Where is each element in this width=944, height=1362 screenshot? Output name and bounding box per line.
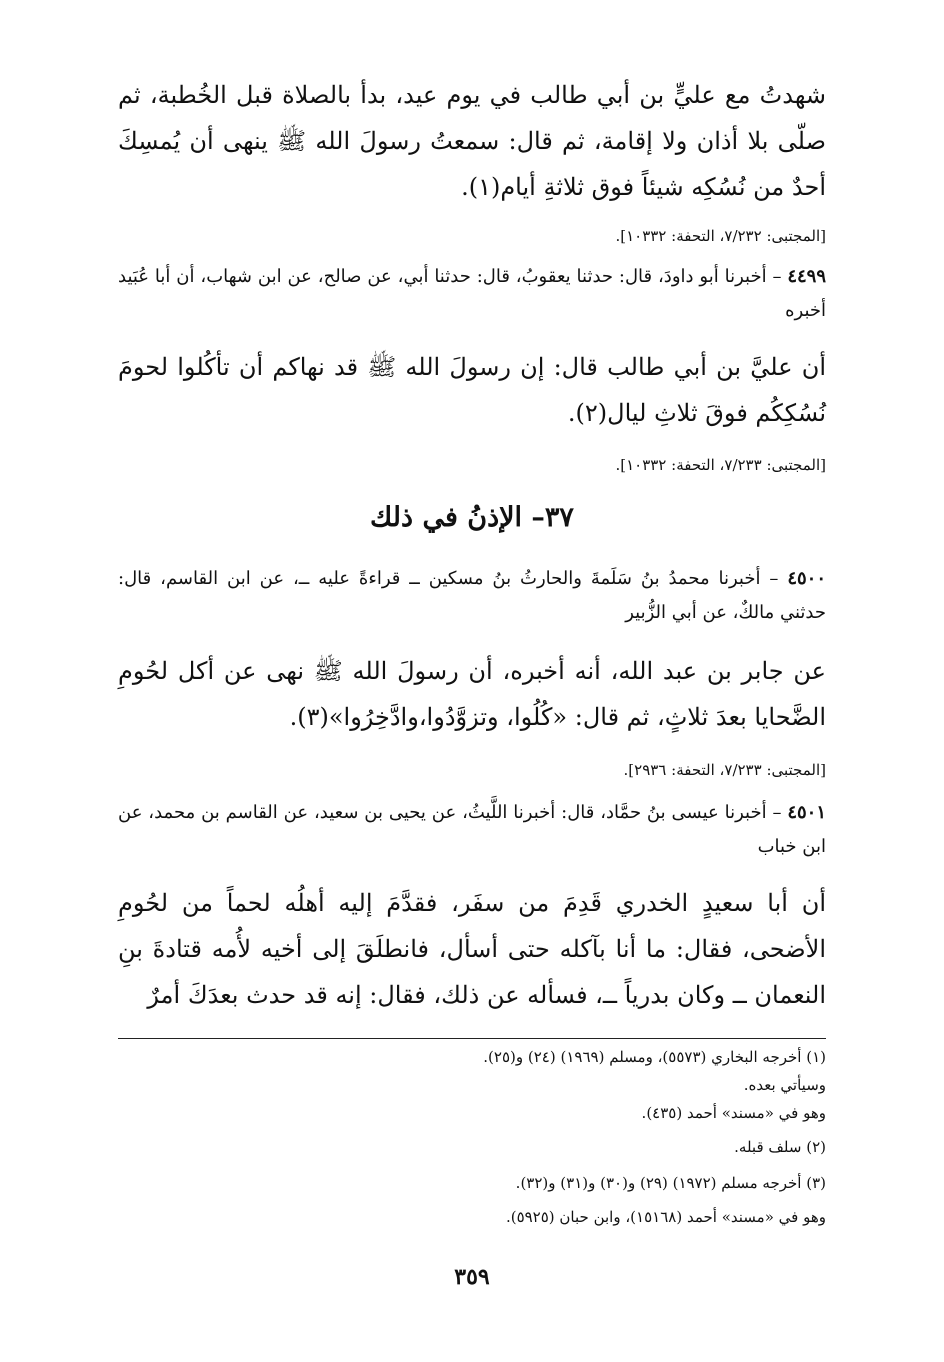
isnad-4499 [118,260,826,328]
isnad-text-4500: – أخبرنا محمدُ بنُ سَلَمةَ والحارثُ بنُ مسكين ــ قراءةً عليه ــ، عن ابن القاسم، قال: حدثني مالكٌ، عن أبي الزُّبير [118,568,826,623]
hadith-text-4498: شهدتُ مع عليٍّ بن أبي طالب في يوم عيد، بدأ بالصلاة قبل الخُطبة، ثم صلّى بلا أذان ولا إقامة، ثم قال: سمعتُ رسولَ الله ﷺ ينهى أن يُمسِكَ أحدٌ من نُسُكِه شيئاً فوق ثلاثةِ أيام(١). [118,81,826,201]
footnote-line: وهو في «مسند» أحمد (٤٣٥). [641,1104,826,1122]
footnote-line: وسيأتي بعده. [743,1076,826,1094]
isnad-4501 [118,796,826,864]
hadith-text-4501: أن أبا سعيدٍ الخدري قَدِمَ من سفَر، فقدَّمَ إليه أهلُه لحماً من لحُومِ الأضحى، فقال: ما أنا بآكله حتى أسأل، فانطلَقَ إلى أخيه لأُمه قتادةَ بنِ النعمان ــ وكان بدرياً ــ، فسأله عن ذلك، فقال: إنه قد حدث بعدَكَ أمرٌ [118,889,826,1009]
hadith-number-4499: ٤٤٩٩ [787,266,826,287]
hadith-number-4501: ٤٥٠١ [787,802,826,823]
isnad-4500 [118,562,826,630]
reference-4498: [المجتبى: ٧/٢٣٢، التحفة: ١٠٣٣٢]. [615,227,826,245]
hadith-number-4500: ٤٥٠٠ [787,568,826,589]
footnote-divider [118,1038,826,1039]
footnote-line: (١) أخرجه البخاري (٥٥٧٣)، ومسلم (١٩٦٩) (٢٤) و(٢٥). [483,1048,826,1066]
hadith-text-4500: عن جابر بن عبد الله، أنه أخبره، أن رسولَ الله ﷺ نهى عن أكل لحُومِ الضَّحايا بعدَ ثلاثٍ، ثم قال: «كُلُوا، وتزوَّدُوا،وادَّخِرُوا»(٣). [118,657,826,731]
footnote-line: (٢) سلف قبله. [734,1138,826,1156]
chapter-title: ٣٧– الإذنُ في ذلك [370,502,574,533]
page-number: ٣٥٩ [454,1264,490,1290]
footnote-line: (٣) أخرجه مسلم (١٩٧٢) (٢٩) و(٣٠) و(٣١) و(٣٢). [515,1174,826,1192]
isnad-text-4499: – أخبرنا أبو داودَ، قال: حدثنا يعقوبُ، قال: حدثنا أبي، عن صالح، عن ابن شهاب، أن أبا عُبَيد أخبره [118,266,826,321]
isnad-text-4501: – أخبرنا عيسى بنُ حمَّاد، قال: أخبرنا اللَّيثُ، عن يحيى بن سعيد، عن القاسم بن محمد، عن ابن خباب [118,802,826,857]
footnote-line: وهو في «مسند» أحمد (١٥١٦٨)، وابن حبان (٥٩٢٥). [505,1208,826,1226]
reference-4499: [المجتبى: ٧/٢٣٣، التحفة: ١٠٣٣٢]. [615,456,826,474]
reference-4500: [المجتبى: ٧/٢٣٣، التحفة: ٢٩٣٦]. [623,761,826,779]
hadith-text-4499: أن عليَّ بن أبي طالب قال: إن رسولَ الله ﷺ قد نهاكم أن تأكُلوا لحومَ نُسُكِكُم فوقَ ثلاثِ ليال(٢). [118,353,826,427]
